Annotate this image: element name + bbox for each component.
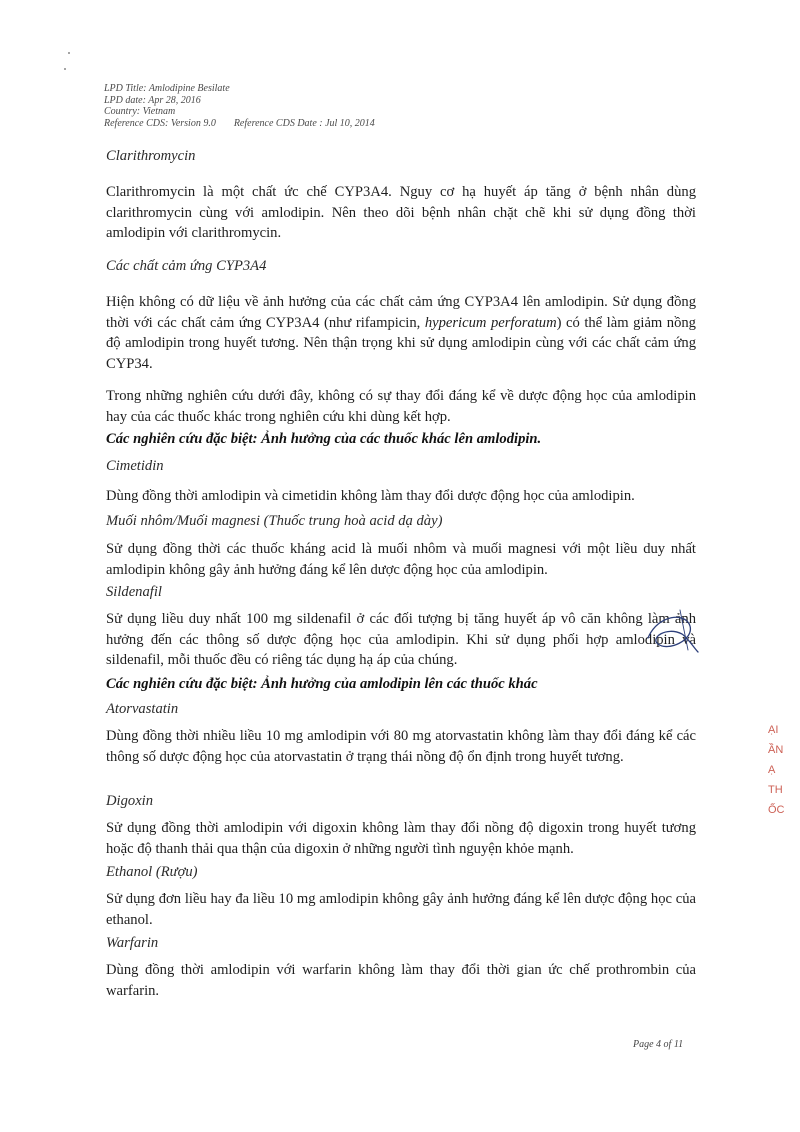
studies-intro-paragraph: Trong những nghiên cứu dưới đây, không có sự thay đổi đáng kể về dược động học của amlodipin hay của các thuốc khác trong nghiên cứu khi dùng kết hợp. (106, 388, 696, 425)
reference-version: Reference CDS: Version 9.0 (104, 117, 216, 129)
warfarin-heading: Warfarin (106, 935, 159, 951)
cimetidin-heading: Cimetidin (106, 458, 164, 474)
stamp-line: TH (768, 784, 783, 796)
antacid-paragraph: Sử dụng đồng thời các thuốc kháng acid là muối nhôm và muối magnesi với một liều duy nhất amlodipin không gây ảnh hưởng đáng kể lên dược động học của amlodipin. (106, 541, 696, 578)
stamp-line: ẠI (768, 724, 779, 736)
stamp-line: ẦN (768, 744, 784, 756)
lpd-title: LPD Title: Amlodipine Besilate (104, 83, 230, 94)
antacid-heading: Muối nhôm/Muối magnesi (Thuốc trung hoà acid dạ dày) (106, 513, 443, 529)
stamp-line: ỐC (768, 804, 785, 816)
digoxin-paragraph: Sử dụng đồng thời amlodipin với digoxin không làm thay đổi nồng độ digoxin trong huyết tương hoặc độ thanh thải qua thận của digoxin ở những người tình nguyện khỏe mạnh. (106, 820, 696, 857)
country: Country: Vietnam (104, 106, 176, 117)
inducers-text-b: ) có thể làm giảm nồng độ amlodipin trong huyết tương. Nên thận trọng khi sử dụng amlodipin cùng với các chất cảm ứng CYP34. (106, 314, 696, 372)
clarithromycin-paragraph: Clarithromycin là một chất ức chế CYP3A4. Nguy cơ hạ huyết áp tăng ở bệnh nhân dùng clarithromycin cùng với amlodipin. Nên theo dõi bệnh nhân chặt chẽ khi sử dụng đồng thời amlodipin với clarithromycin. (106, 184, 696, 241)
sildenafil-heading: Sildenafil (106, 584, 162, 600)
atorvastatin-heading: Atorvastatin (106, 701, 179, 717)
warfarin-paragraph: Dùng đồng thời amlodipin với warfarin không làm thay đổi thời gian ức chế prothrombin của warfarin. (106, 962, 696, 999)
digoxin-heading: Digoxin (106, 793, 154, 809)
handwritten-signature (628, 608, 700, 658)
clarithromycin-heading: Clarithromycin (106, 148, 196, 164)
inducers-heading: Các chất cảm ứng CYP3A4 (106, 258, 267, 274)
ethanol-paragraph: Sử dụng đơn liều hay đa liều 10 mg amlodipin không gây ảnh hưởng đáng kể lên dược động học của ethanol. (106, 891, 696, 928)
cimetidin-paragraph: Dùng đồng thời amlodipin và cimetidin không làm thay đổi dược động học của amlodipin. (106, 488, 635, 504)
inducers-paragraph (106, 292, 696, 374)
reference-date: Reference CDS Date : Jul 10, 2014 (233, 117, 375, 129)
ethanol-heading: Ethanol (Rượu) (106, 864, 198, 880)
special-studies-heading-1: Các nghiên cứu đặc biệt: Ảnh hưởng của các thuốc khác lên amlodipin. (106, 431, 542, 447)
scan-speck (64, 68, 66, 70)
inducers-text-a: Hiện không có dữ liệu về ảnh hưởng của các chất cảm ứng CYP3A4 lên amlodipin. Sử dụng đồng thời với các chất cảm ứng CYP3A4 (như rifampicin, (106, 294, 696, 331)
scan-speck (68, 52, 70, 54)
stamp-line: Ạ (768, 764, 776, 776)
atorvastatin-paragraph: Dùng đồng thời nhiều liều 10 mg amlodipin với 80 mg atorvastatin không làm thay đổi đáng kể các thông số dược động học của atorvastatin ở trạng thái nồng độ ổn định trong huyết tương. (106, 728, 696, 765)
special-studies-heading-2: Các nghiên cứu đặc biệt: Ảnh hưởng của amlodipin lên các thuốc khác (106, 676, 538, 692)
document-header (104, 83, 375, 129)
page-number: Page 4 of 11 (633, 1039, 684, 1050)
inducers-text-italic: hypericum perforatum (424, 314, 557, 331)
sildenafil-paragraph: Sử dụng liều duy nhất 100 mg sildenafil ở các đối tượng bị tăng huyết áp vô căn không làm ảnh hưởng đến các thông số dược động học của amlodipin. Khi sử dụng phối hợp amlodipin và sildenafil, mỗi thuốc đều có riêng tác dụng hạ áp của chúng. (106, 611, 696, 668)
lpd-date: LPD date: Apr 28, 2016 (104, 94, 201, 106)
partial-stamp (768, 720, 800, 870)
reference-line (104, 118, 375, 130)
